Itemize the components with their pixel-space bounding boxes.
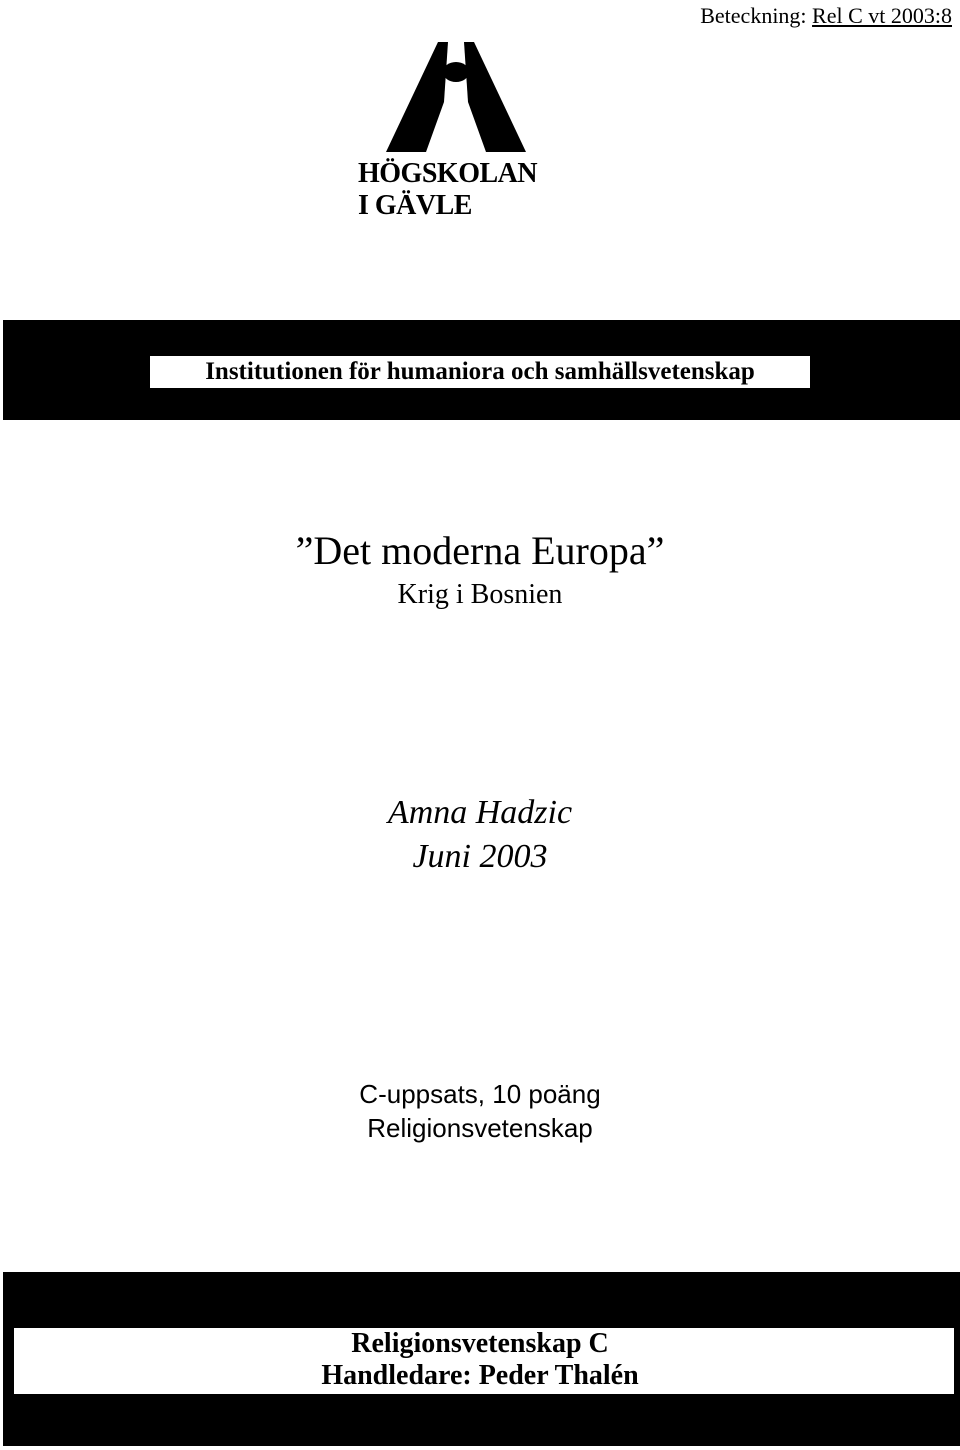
thesis-type: C-uppsats, 10 poäng <box>359 1079 601 1109</box>
footer-supervisor: Handledare: Peder Thalén <box>321 1360 639 1391</box>
institution-name: Institutionen för humaniora och samhällsvetenskap <box>150 356 810 388</box>
document-designation <box>700 2 952 30</box>
footer-course: Religionsvetenskap C <box>351 1328 609 1359</box>
thesis-subject: Religionsvetenskap <box>367 1113 593 1143</box>
university-name-line2: I GÄVLE <box>358 190 472 221</box>
university-logo <box>350 42 570 232</box>
university-name <box>358 158 537 222</box>
designation-label: Beteckning: <box>700 3 807 28</box>
publication-date: Juni 2003 <box>412 838 548 875</box>
designation-code: Rel C vt 2003:8 <box>812 3 952 28</box>
thesis-title: ”Det moderna Europa” <box>295 528 665 573</box>
university-emblem-icon <box>386 42 526 154</box>
author-name: Amna Hadzic <box>387 794 573 831</box>
thesis-subtitle: Krig i Bosnien <box>397 579 563 610</box>
university-name-line1: HÖGSKOLAN <box>358 158 538 189</box>
